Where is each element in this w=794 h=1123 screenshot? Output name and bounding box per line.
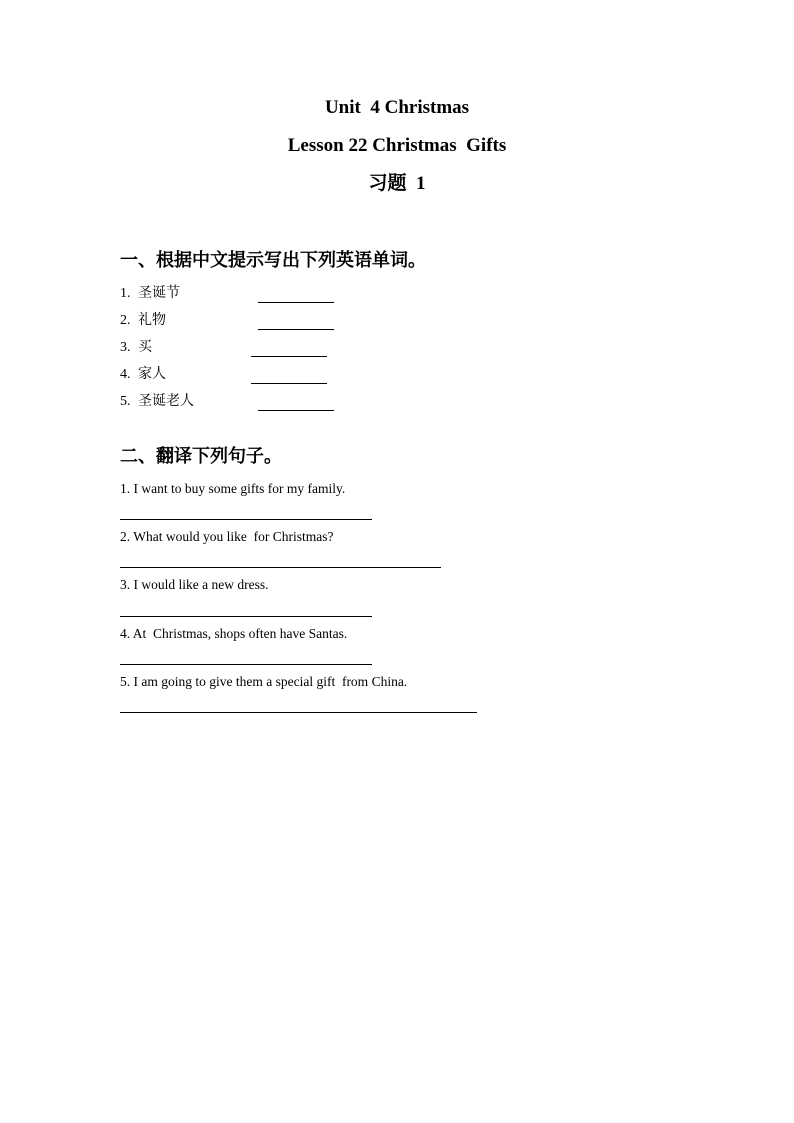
translation-answer-line[interactable] xyxy=(120,712,477,713)
vocab-answer-blank[interactable] xyxy=(251,383,327,384)
translation-answer-line[interactable] xyxy=(120,664,372,665)
vocab-answer-blank[interactable] xyxy=(251,356,327,357)
translation-sentence: 2. What would you like for Christmas? xyxy=(120,529,334,544)
vocab-prompt: 礼物 xyxy=(138,313,166,328)
translation-answer-line[interactable] xyxy=(120,616,372,617)
translation-sentence: 4. At Christmas, shops often have Santas. xyxy=(120,626,348,641)
vocab-number: 4. xyxy=(120,367,131,382)
vocab-item xyxy=(120,284,380,304)
lesson-title: Lesson 22 Christmas Gifts xyxy=(287,135,507,156)
vocab-number: 3. xyxy=(120,340,131,355)
vocab-answer-blank[interactable] xyxy=(258,302,334,303)
vocab-item xyxy=(120,338,380,358)
vocab-number: 1. xyxy=(120,286,131,301)
vocab-item xyxy=(120,392,380,412)
translation-sentence: 1. I want to buy some gifts for my family. xyxy=(120,481,346,496)
section-1-heading: 一、根据中文提示写出下列英语单词。 xyxy=(120,250,426,270)
section-2-heading: 二、翻译下列句子。 xyxy=(120,446,282,466)
translation-sentence: 3. I would like a new dress. xyxy=(120,577,269,592)
vocab-item xyxy=(120,365,380,385)
translation-answer-line[interactable] xyxy=(120,519,372,520)
vocab-number: 5. xyxy=(120,394,131,409)
vocab-number: 2. xyxy=(120,313,131,328)
translation-answer-line[interactable] xyxy=(120,567,441,568)
unit-title: Unit 4 Christmas xyxy=(324,97,470,118)
vocab-answer-blank[interactable] xyxy=(258,410,334,411)
vocab-prompt: 圣诞老人 xyxy=(138,394,194,409)
vocab-answer-blank[interactable] xyxy=(258,329,334,330)
translation-sentence: 5. I am going to give them a special gift from China. xyxy=(120,674,408,689)
vocab-item xyxy=(120,311,380,331)
vocab-prompt: 家人 xyxy=(138,367,166,382)
vocab-prompt: 买 xyxy=(138,340,152,355)
vocab-prompt: 圣诞节 xyxy=(138,286,180,301)
exercise-title: 习题 1 xyxy=(368,173,426,194)
